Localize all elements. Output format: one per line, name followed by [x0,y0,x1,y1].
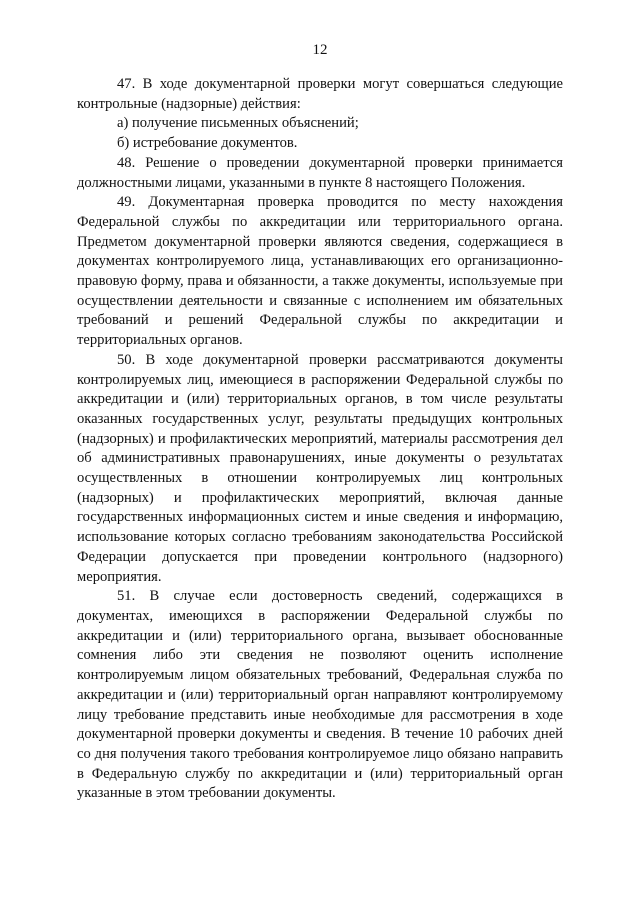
paragraph-51: 51. В случае если достоверность сведений, содержащихся в документах, имеющихся в распоряжении Федеральной службы по аккредитации и (или) территориального органа, вызывает обоснованные сомнения либо эти сведения не позволяют оценить исполнение контролируемым лицом обязательных требований, Федеральная служба по аккредитации и (или) территориальный орган направляют контролируемому лицу требование представить иные необходимые для рассмотрения в ходе документарной проверки документы и сведения. В течение 10 рабочих дней со дня получения такого требования контролируемое лицо обязано направить в Федеральную службу по аккредитации и (или) территориальный орган указанные в этом требовании документы. [77,588,563,802]
list-item-b: б) истребование документов. [117,135,298,152]
page-number: 12 [312,42,328,58]
paragraph-48: 48. Решение о проведении документарной проверки принимается должностными лицами, указанными в пункте 8 настоящего Положения. [77,154,563,191]
paragraph-47: 47. В ходе документарной проверки могут совершаться следующие контрольные (надзорные) действия: [77,76,563,112]
paragraph-50: 50. В ходе документарной проверки рассматриваются документы контролируемых лиц, имеющиеся в распоряжении Федеральной службы по аккредитации и (или) территориальных органов, в том числе результаты оказанных государственных услуг, результаты предыдущих контрольных (надзорных) и профилактических мероприятий, материалы рассмотрения дел об административных правонарушениях, иные документы о результатах осуществленных в отношении контролируемых лиц контрольных (надзорных) и профилактических мероприятий, включая данные государственных информационных систем и иные сведения и информацию, использование которых согласно требованиям законодательства Российской Федерации допускается при проведении контрольного (надзорного) мероприятия. [77,351,563,585]
document-body [77,75,563,804]
list-item-a: а) получение письменных объяснений; [117,115,359,132]
paragraph-49: 49. Документарная проверка проводится по месту нахождения Федеральной службы по аккредитации или территориального органа. Предметом документарной проверки являются сведения, содержащиеся в документах контролируемого лица, устанавливающих его организационно-правовую форму, права и обязанности, а также документы, используемые при осуществлении деятельности и связанные с исполнением им обязательных требований и решений Федеральной службы по аккредитации и территориальных органов. [77,194,563,349]
